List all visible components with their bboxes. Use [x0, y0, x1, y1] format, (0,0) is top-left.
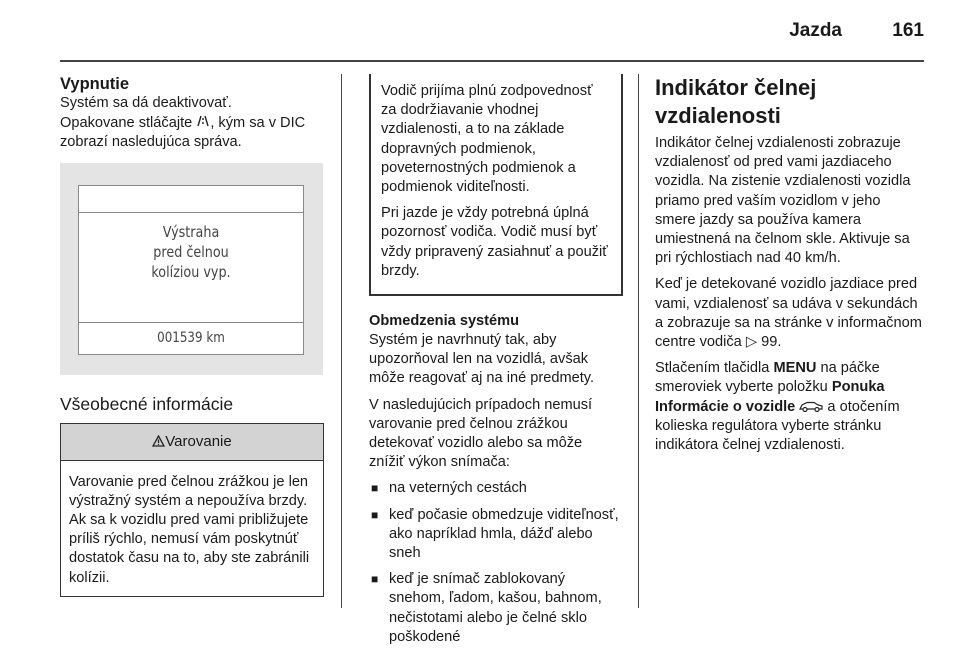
- warning-triangle-icon: [152, 433, 165, 450]
- paragraph-text: na páčke smeroviek vyberte položku: [655, 360, 880, 396]
- instruction-text: Opakovane stláčajte: [60, 115, 193, 132]
- message-line: Výstraha: [162, 222, 220, 241]
- instruction-text-end: , kým sa v DIC zobrazí nasledujúca správa.: [60, 115, 306, 151]
- header-divider: [60, 60, 924, 62]
- column-middle: [369, 74, 621, 654]
- list-item: ■ keď počasie obmedzuje viditeľnosť, ako napríklad hmla, dážď alebo sneh: [369, 506, 621, 564]
- limits-paragraph: V nasledujúcich prípadoch nemusí varovanie pred čelnou zrážkou detekovať vozidlo alebo sa môže znížiť výkon snímača:: [369, 396, 593, 471]
- indicator-paragraph: [655, 359, 923, 455]
- list-item: ■ na veterných cestách: [369, 479, 621, 498]
- warning-box: [60, 423, 324, 597]
- note-paragraph: Vodič prijíma plnú zodpovednosť za dodržiavanie vhodnej vzdialenosti, a to na základe dopravných podmienok, poveternostných podmienok a podmienok viditeľnosti.: [381, 83, 593, 196]
- chapter-title: Jazda: [789, 20, 842, 41]
- car-icon: [799, 399, 823, 415]
- menu-item-label: Ponuka Informácie o vozidle: [655, 379, 885, 415]
- limits-list: [369, 479, 621, 647]
- column-right: [655, 74, 923, 462]
- column-left: [60, 74, 325, 597]
- screen-rule-top: [79, 212, 303, 213]
- message-line: pred čelnou: [153, 242, 229, 261]
- paragraph-text: Keď je detekované vozidlo jazdiace pred vami, vzdialenosť sa udáva v sekundách a zobrazuje sa na stránke v informačnom centre vodiča: [655, 276, 922, 351]
- screen-message: [96, 222, 286, 282]
- section-heading-indicator: Indikátor čelnej vzdialenosti: [655, 75, 817, 128]
- paragraph-text: Stlačením tlačidla: [655, 360, 770, 377]
- intro-line: Systém sa dá deaktivovať.: [60, 95, 232, 111]
- indicator-paragraph: [655, 275, 923, 352]
- page-number: 161: [892, 20, 924, 41]
- warning-box-continued: [369, 74, 623, 296]
- warning-text: Varovanie pred čelnou zrážkou je len výstražný systém a nepoužíva brzdy. Ak sa k vozidlu pred vami približujete príliš rýchlo, nemusí vám poskytnúť dostatok času na to, aby ste zabránili kolízii.: [69, 473, 310, 586]
- intro-instruction: [60, 113, 325, 152]
- warning-title: Varovanie: [165, 432, 232, 450]
- page-header: [0, 14, 960, 54]
- paragraph-text: a otočením kolieska regulátora vyberte stránku indikátora čelnej vzdialenosti.: [655, 398, 900, 454]
- indicator-paragraph: Indikátor čelnej vzdialenosti zobrazuje vzdialenosť od pred vami jazdiaceho vozidla. Na zistenie vzdialenosti vozidla priamo pred vaším vozidlom v jeho smere jazdy sa používa kamera umiestnená na čelnom skle. Aktivuje sa pri rýchlostiach nad 40 km/h.: [655, 135, 911, 267]
- section-heading-limits: Obmedzenia systému: [369, 313, 520, 330]
- lane-toggle-icon: [196, 115, 210, 130]
- note-paragraph: Pri jazde je vždy potrebná úplná pozornosť vodiča. Vodič musí byť vždy pripravený zasiahnuť a použiť brzdy.: [381, 205, 608, 279]
- message-line: kolíziou vyp.: [151, 262, 231, 281]
- page-reference-icon: ▷: [745, 334, 758, 351]
- column-divider: [341, 74, 342, 608]
- dic-display-illustration: [60, 163, 323, 375]
- section-heading-general: Všeobecné informácie: [60, 393, 234, 414]
- menu-button-label: MENU: [773, 360, 817, 377]
- page-reference[interactable]: 99.: [761, 334, 782, 351]
- dic-screen: [78, 185, 304, 355]
- column-divider: [638, 74, 639, 608]
- screen-rule-bottom: [79, 322, 303, 323]
- list-item: ■ keď je snímač zablokovaný snehom, ľadom, kašou, bahnom, nečistotami alebo je čelné sklo poškodené: [369, 570, 621, 647]
- warning-header: [61, 423, 323, 461]
- limits-paragraph: Systém je navrhnutý tak, aby upozorňoval len na vozidlá, avšak môže reagovať aj na iné predmety.: [369, 332, 595, 387]
- odometer-reading: 001539 km: [157, 329, 225, 346]
- section-heading-vypnutie: Vypnutie: [60, 75, 130, 93]
